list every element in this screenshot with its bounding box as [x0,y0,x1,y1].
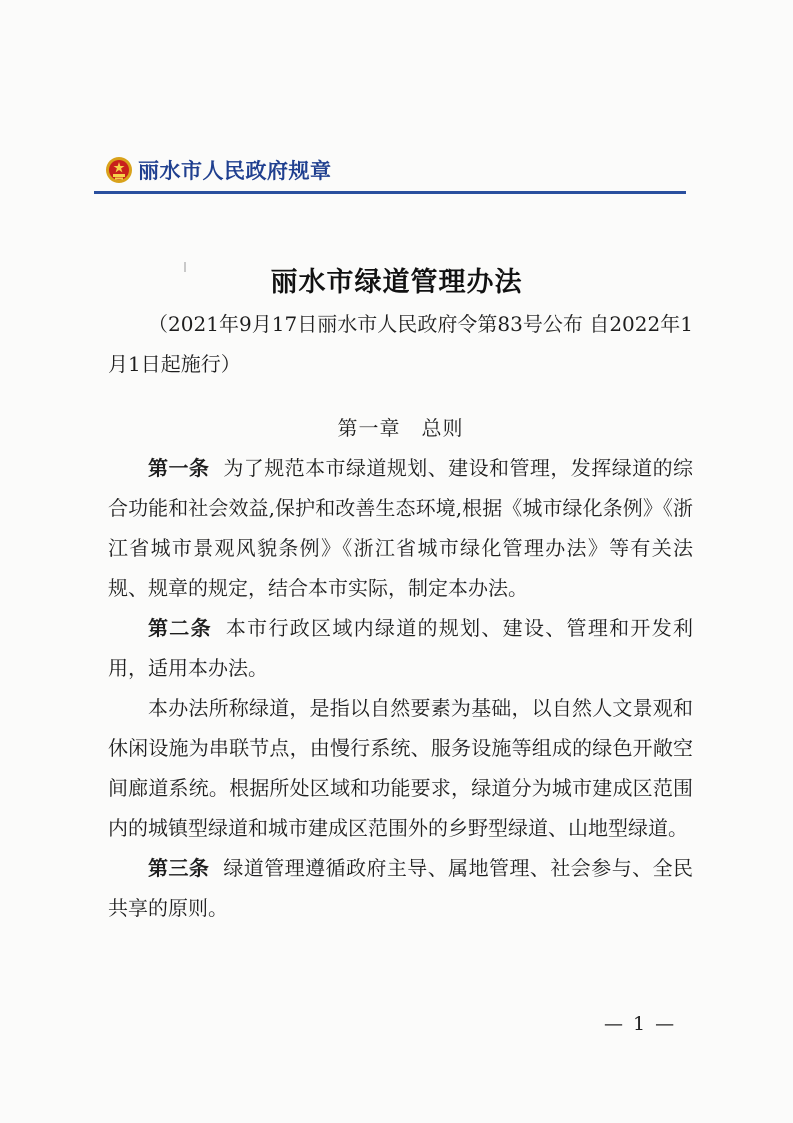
article-1-text: 为了规范本市绿道规划、建设和管理，发挥绿道的综合功能和社会效益,保护和改善生态环境,根据《城市绿化条例》《浙江省城市景观风貌条例》《浙江省城市绿化管理办法》等有关法规、规章的规定，结合本市实际，制定本办法。 [108,456,694,600]
article-3 [108,848,693,928]
header-divider [94,191,686,194]
chapter-heading: 第一章 总则 [337,416,464,440]
gazette-title: 丽水市人民政府规章 [138,159,332,183]
gazette-header [104,150,332,190]
article-1 [108,448,693,608]
article-2 [108,608,693,688]
article-1-label: 第一条 [148,456,210,480]
document-body [108,304,693,928]
page-number: — 1 — [604,1013,677,1035]
promulgation-note: （2021年9月17日丽水市人民政府令第83号公布 自2022年1月1日起施行） [108,312,693,376]
document-title: 丽水市绿道管理办法 [270,267,523,298]
article-2-label: 第二条 [148,616,212,640]
national-emblem-icon [104,155,134,185]
article-3-label: 第三条 [148,856,210,880]
article-3-text: 绿道管理遵循政府主导、属地管理、社会参与、全民共享的原则。 [108,856,694,920]
article-2-text: 本市行政区域内绿道的规划、建设、管理和开发利用，适用本办法。 [108,616,693,680]
article-2-paragraph-2: 本办法所称绿道，是指以自然要素为基础，以自然人文景观和休闲设施为串联节点，由慢行系统、服务设施等组成的绿色开敞空间廊道系统。根据所处区域和功能要求，绿道分为城市建成区范围内的城镇型绿道和城市建成区范围外的乡野型绿道、山地型绿道。 [108,696,693,840]
